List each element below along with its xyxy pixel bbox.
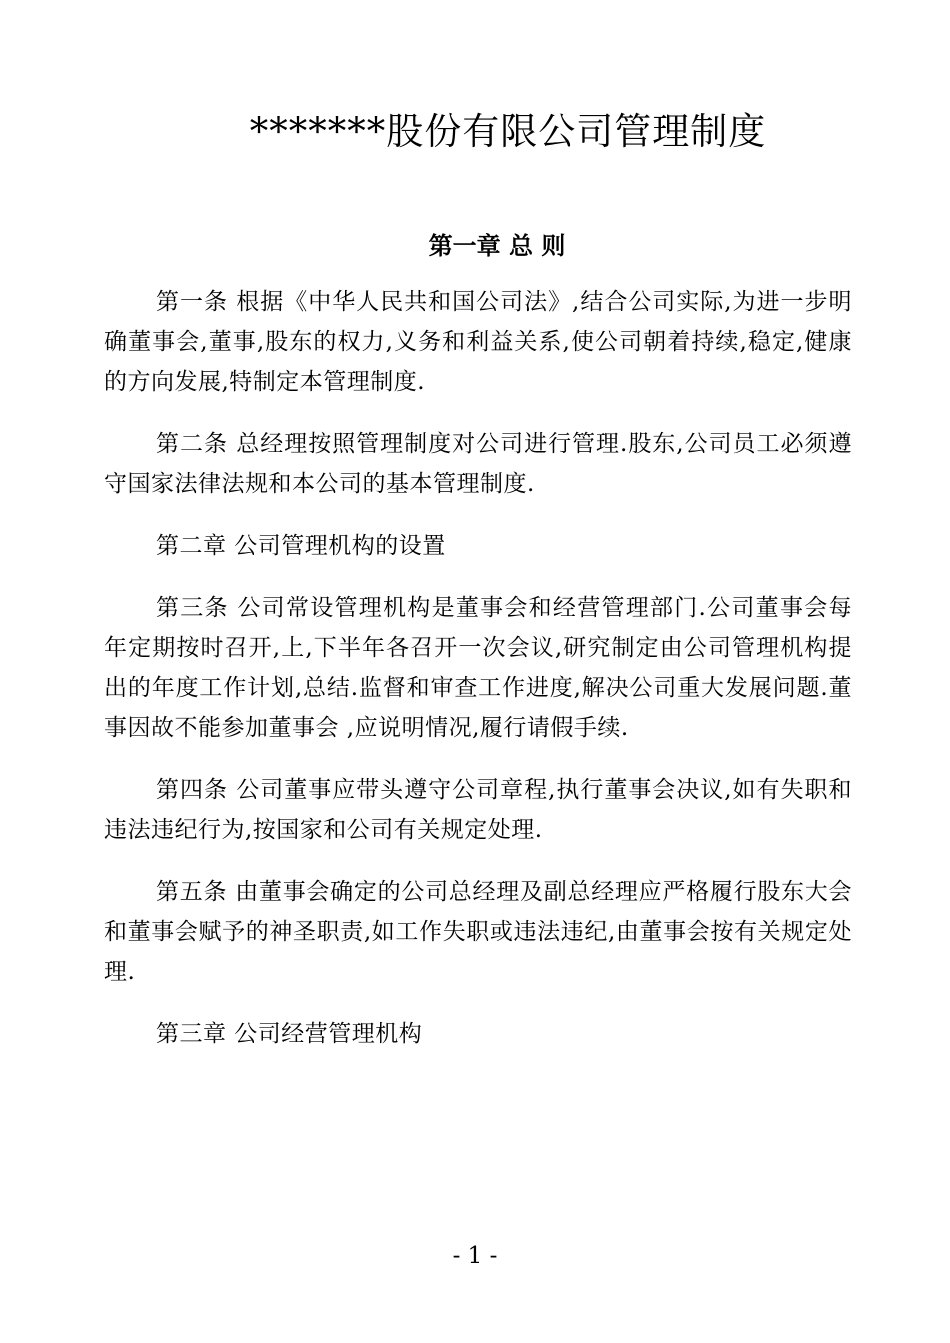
chapter-2-heading: 第二章 公司管理机构的设置 [156,533,446,559]
article-4-paragraph: 第四条 公司董事应带头遵守公司章程,执行董事会决议,如有失职和违法违纪行为,按国家和公司有关规定处理. [104,777,852,843]
document-title: *******股份有限公司管理制度 [249,110,767,153]
body-text-block [104,282,852,1054]
page-number: - 1 - [452,1243,498,1269]
article-2-paragraph: 第二条 总经理按照管理制度对公司进行管理.股东,公司员工必须遵守国家法律法规和本公司的基本管理制度. [104,431,852,497]
chapter-3-heading: 第三章 公司经营管理机构 [156,1021,423,1047]
article-5-paragraph: 第五条 由董事会确定的公司总经理及副总经理应严格履行股东大会和董事会赋予的神圣职责,如工作失职或违法违纪,由董事会按有关规定处理. [104,879,852,985]
chapter-1-heading: 第一章 总 则 [428,232,566,260]
article-1-paragraph: 第一条 根据《中华人民共和国公司法》,结合公司实际,为进一步明确董事会,董事,股东的权力,义务和利益关系,使公司朝着持续,稳定,健康的方向发展,特制定本管理制度. [104,289,852,395]
article-3-paragraph: 第三条 公司常设管理机构是董事会和经营管理部门.公司董事会每年定期按时召开,上,下半年各召开一次会议,研究制定由公司管理机构提出的年度工作计划,总结.监督和审查工作进度,解决公司重大发展问题.董事因故不能参加董事会 ,应说明情况,履行请假手续. [104,595,852,741]
